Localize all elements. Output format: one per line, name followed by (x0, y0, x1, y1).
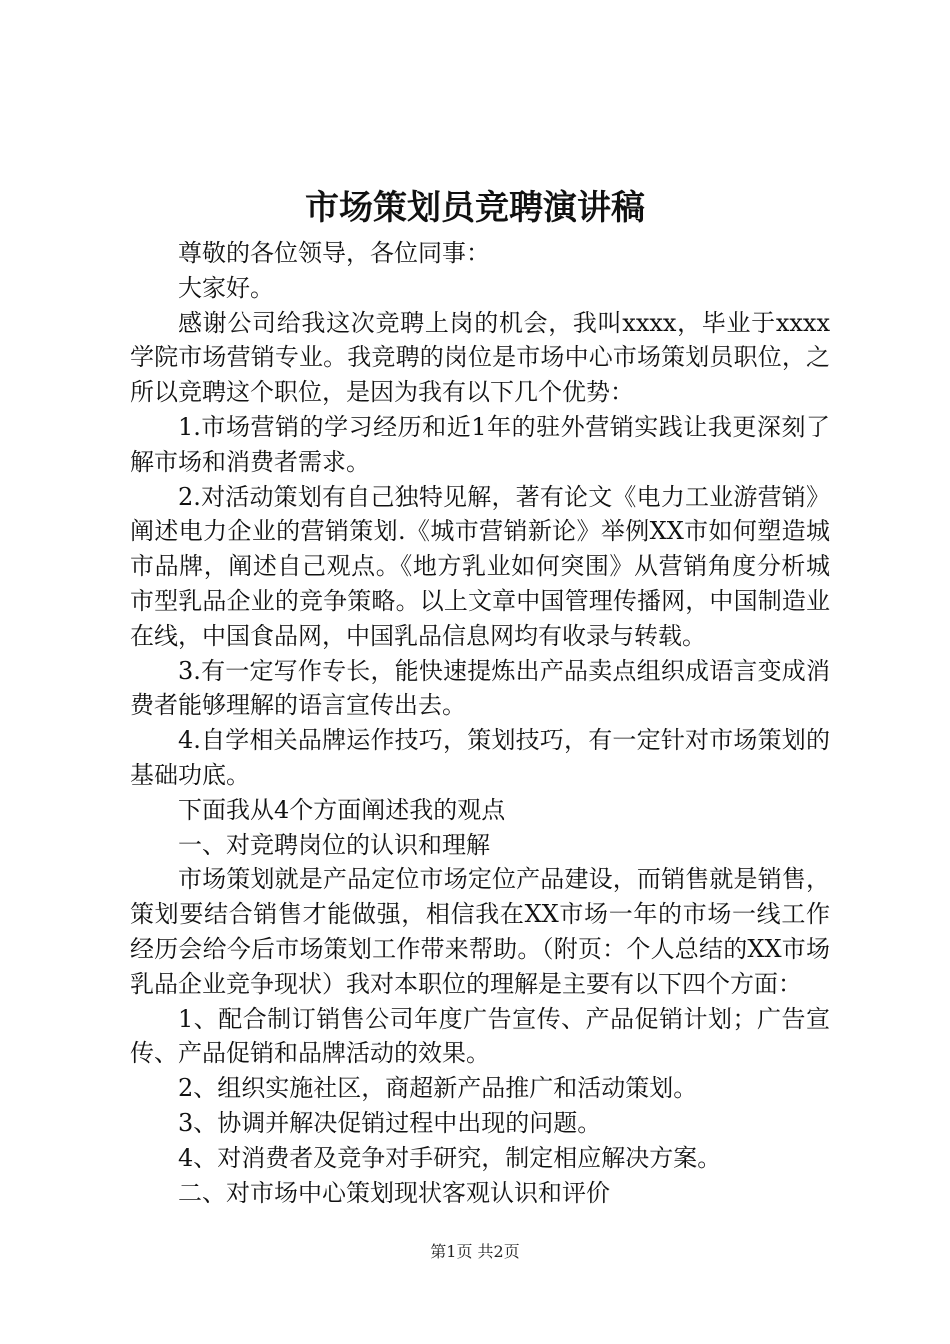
page-footer: 第1页 共2页 (430, 1242, 520, 1261)
paragraph-hello: 大家好。 (178, 273, 274, 302)
paragraph-advantage-1: 1.市场营销的学习经历和近1年的驻外营销实践让我更深刻了解市场和消费者需求。 (130, 412, 830, 476)
document-body (130, 236, 830, 1210)
paragraph-duty-3: 3、协调并解决促销过程中出现的问题。 (178, 1108, 602, 1137)
paragraph-advantage-2: 2.对活动策划有自己独特见解，著有论文《电力工业游营销》阐述电力企业的营销策划.《城市营销新论》举例XX市如何塑造城市品牌，阐述自己观点。《地方乳业如何突围》从营销角度分析城市型乳品企业的竞争策略。以上文章中国管理传播网，中国制造业在线，中国食品网，中国乳品信息网均有收录与转载。 (130, 482, 830, 650)
paragraph-transition: 下面我从4个方面阐述我的观点 (178, 795, 506, 824)
paragraph-duty-1: 1、配合制订销售公司年度广告宣传、产品促销计划；广告宣传、产品促销和品牌活动的效果。 (130, 1004, 830, 1068)
paragraph-intro: 感谢公司给我这次竞聘上岗的机会，我叫xxxx，毕业于xxxx学院市场营销专业。我竞聘的岗位是市场中心市场策划员职位，之所以竞聘这个职位，是因为我有以下几个优势： (130, 308, 830, 407)
section-heading-2: 二、对市场中心策划现状客观认识和评价 (178, 1178, 610, 1207)
section-heading-1: 一、对竞聘岗位的认识和理解 (178, 830, 490, 859)
paragraph-understanding: 市场策划就是产品定位市场定位产品建设，而销售就是销售，策划要结合销售才能做强，相信我在XX市场一年的市场一线工作经历会给今后市场策划工作带来帮助。（附页：个人总结的XX市场乳品企业竞争现状）我对本职位的理解是主要有以下四个方面： (130, 865, 830, 998)
page-title: 市场策划员竞聘演讲稿 (305, 188, 645, 228)
paragraph-duty-2: 2、组织实施社区，商超新产品推广和活动策划。 (178, 1074, 698, 1103)
paragraph-duty-4: 4、对消费者及竞争对手研究，制定相应解决方案。 (178, 1143, 722, 1172)
paragraph-advantage-4: 4.自学相关品牌运作技巧，策划技巧，有一定针对市场策划的基础功底。 (130, 726, 830, 789)
paragraph-advantage-3: 3.有一定写作专长，能快速提炼出产品卖点组织成语言变成消费者能够理解的语言宣传出去。 (130, 656, 830, 720)
paragraph-greeting: 尊敬的各位领导，各位同事： (178, 239, 490, 267)
